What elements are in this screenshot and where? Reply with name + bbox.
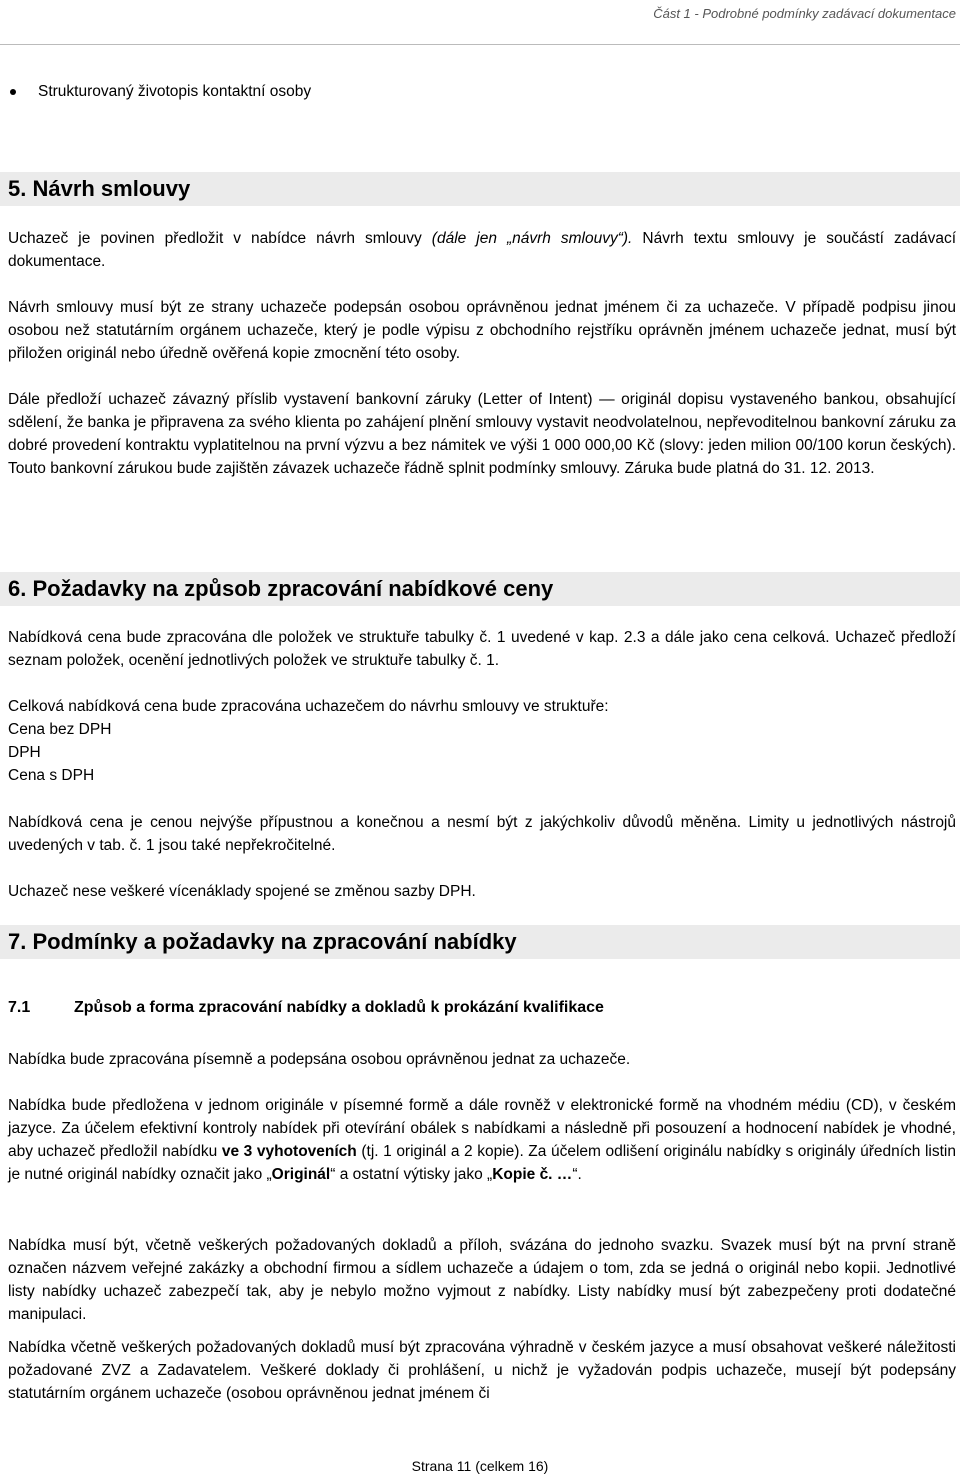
section-6-paragraph-2	[8, 695, 956, 787]
section-6-paragraph-3: Nabídková cena je cenou nejvýše přípustnou a konečnou a nesmí být z jakýchkoliv důvodů měněna. Limity u jednotlivých nástrojů uvedených v tab. č. 1 jsou také nepřekročitelné.	[8, 814, 956, 854]
header-divider	[0, 44, 960, 45]
bullet-text: Strukturovaný životopis kontaktní osoby	[38, 83, 312, 100]
section-5-paragraph-1	[8, 227, 956, 273]
price-item: Cena bez DPH	[8, 721, 112, 738]
section-7-heading: 7. Podmínky a požadavky na zpracování nabídky	[0, 925, 960, 959]
subsection-title: Způsob a forma zpracování nabídky a dokladů k prokázání kvalifikace	[74, 999, 604, 1016]
bullet-dot-icon	[10, 89, 16, 95]
section-6-heading: 6. Požadavky na způsob zpracování nabídkové ceny	[0, 572, 960, 606]
section-7-paragraph-1: Nabídka bude zpracována písemně a podepsána osobou oprávněnou jednat za uchazeče.	[8, 1051, 631, 1068]
section-5-heading: 5. Návrh smlouvy	[0, 172, 960, 206]
section-6-paragraph-1: Nabídková cena bude zpracována dle položek ve struktuře tabulky č. 1 uvedené v kap. 2.3 a dále jako cena celková. Uchazeč předloží seznam položek, ocenění jednotlivých položek ve struktuře tabulky č. 1.	[8, 629, 956, 669]
price-item: DPH	[8, 744, 41, 761]
price-item: Cena s DPH	[8, 767, 95, 784]
section-6-paragraph-4: Uchazeč nese veškeré vícenáklady spojené se změnou sazby DPH.	[8, 883, 476, 900]
text-run-bold: Kopie č. …	[492, 1166, 573, 1183]
text-run: (tj. 1 originál a 2 kopie). Za účelem odlišení originálu nabídky s originály úředních listin je nutné originál nabídky označit jako „	[8, 1143, 956, 1183]
price-structure-intro: Celková nabídková cena bude zpracována uchazečem do návrhu smlouvy ve struktuře:	[8, 698, 609, 715]
text-run: Nabídka bude předložena v jednom originále v písemné formě a dále rovněž v elektronické formě na vhodném médiu (CD), v českém jazyce. Za účelem efektivní kontroly nabídek při otevírání obálek s nabídkami a následně při posouzení a hodnocení nabídek je vhodné, aby uchazeč předložil nabídku	[8, 1097, 956, 1160]
subsection-7-1-heading	[8, 999, 604, 1017]
page-header-title: Část 1 - Podrobné podmínky zadávací dokumentace	[653, 6, 956, 21]
text-run: Návrh textu smlouvy je součástí zadávací dokumentace.	[8, 230, 957, 270]
text-run: Uchazeč je povinen předložit v nabídce návrh smlouvy	[8, 230, 432, 247]
bullet-list-item	[10, 83, 311, 101]
text-run-italic: (dále jen „návrh smlouvy“).	[431, 230, 633, 247]
section-7-paragraph-4: Nabídka včetně veškerých požadovaných dokladů musí být zpracována výhradně v českém jazyce a musí obsahovat veškeré náležitosti požadované ZVZ a Zadavatelem. Veškeré doklady či prohlášení, u nichž je vyžadován podpis uchazeče, musejí být podepsány statutárním orgánem uchazeče (osobou oprávněnou jednat jménem či	[8, 1339, 956, 1402]
page-footer: Strana 11 (celkem 16)	[411, 1458, 549, 1474]
section-5-paragraph-3: Dále předloží uchazeč závazný příslib vystavení bankovní záruky (Letter of Intent) — originál dopisu vystaveného bankou, obsahující sdělení, že banka je připravena za svého klienta po zahájení plnění smlouvy vystavit neodvolatelnou, nepřevoditelnou bankovní záruku za dobré provedení kontraktu vyplatitelnou na první výzvu a bez námitek ve výši 1 000 000,00 Kč (slovy: jeden milion 00/100 korun českých). Touto bankovní zárukou bude zajištěn závazek uchazeče řádně splnit podmínky smlouvy. Záruka bude platná do 31. 12. 2013.	[8, 391, 956, 477]
section-5-paragraph-2: Návrh smlouvy musí být ze strany uchazeče podepsán osobou oprávněnou jednat jménem či za uchazeče. V případě podpisu jinou osobou než statutárním orgánem uchazeče, který je podle výpisu z obchodního rejstříku oprávněn jménem uchazeče jednat, musí být přiložen originál nebo úředně ověřená kopie zmocnění této osoby.	[8, 299, 956, 362]
section-7-paragraph-2	[8, 1094, 956, 1186]
subsection-number: 7.1	[8, 999, 31, 1016]
text-run-bold: Originál	[271, 1166, 331, 1183]
text-run-bold: ve 3 vyhotoveních	[221, 1143, 357, 1160]
text-run: “.	[572, 1166, 582, 1183]
section-7-paragraph-3: Nabídka musí být, včetně veškerých požadovaných dokladů a příloh, svázána do jednoho svazku. Svazek musí být na první straně označen názvem veřejné zakázky a obchodní firmou a sídlem uchazeče a údajem o tom, zda se jedná o originál nebo kopii. Jednotlivé listy nabídky uchazeč zabezpečí tak, aby je nebylo možno vyjmout z nabídky. Listy nabídky musí být zabezpečeny proti dodatečné manipulaci.	[8, 1237, 956, 1323]
text-run: “ a ostatní výtisky jako „	[330, 1166, 493, 1183]
